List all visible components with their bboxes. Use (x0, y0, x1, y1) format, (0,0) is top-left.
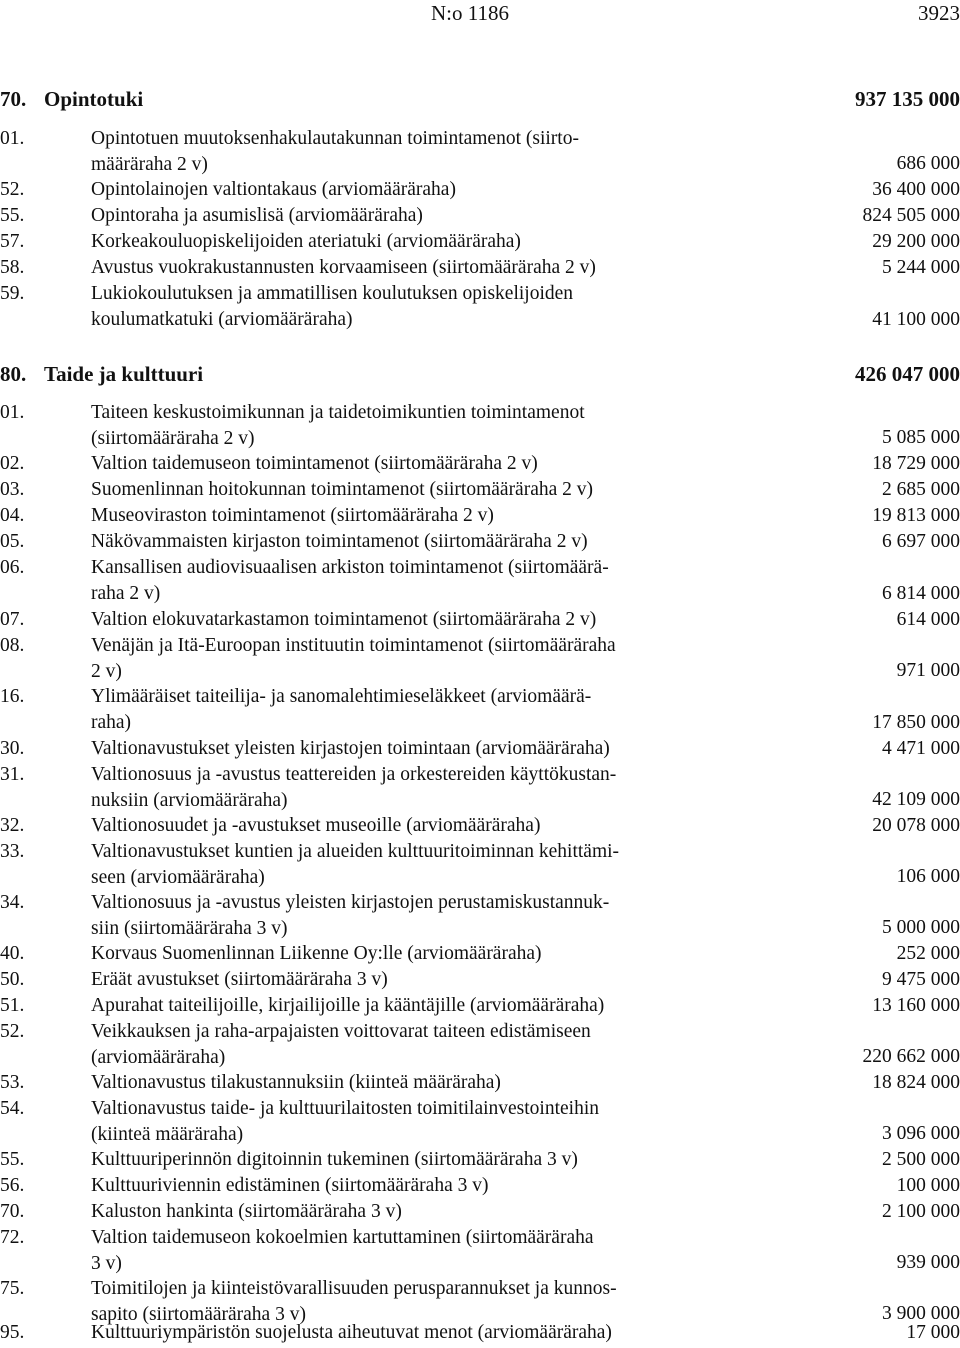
budget-item (0, 529, 960, 555)
item-description (91, 281, 771, 332)
page-number: 3923 (918, 1, 960, 25)
item-line: Valtion taidemuseon kokoelmien kartuttaminen (siirtomääräraha (91, 1227, 594, 1248)
item-amount: 686 000 (896, 153, 960, 175)
item-description (91, 1019, 771, 1070)
item-description (91, 736, 771, 762)
item-amount: 614 000 (896, 609, 960, 631)
item-amount: 17 000 (906, 1322, 960, 1344)
item-amount: 9 475 000 (882, 969, 960, 991)
item-number: 58. (0, 257, 25, 278)
item-description (91, 400, 771, 451)
item-number: 52. (0, 1021, 25, 1042)
budget-item (0, 281, 960, 333)
item-description (91, 993, 771, 1019)
budget-item (0, 941, 960, 967)
item-amount: 41 100 000 (872, 309, 960, 331)
item-number: 52. (0, 179, 25, 200)
item-line: 3 v) (91, 1252, 122, 1274)
section-amount: 937 135 000 (855, 87, 960, 111)
item-line: Valtionavustukset kuntien ja alueiden kulttuuritoiminnan kehittämi- (91, 841, 620, 862)
item-line: Kulttuuriympäristön suojelusta aiheutuvat menot (arviomääräraha) (91, 1322, 612, 1343)
item-line: Näkövammaisten kirjaston toimintamenot (siirtomääräraha 2 v) (91, 531, 588, 552)
section-amount: 426 047 000 (855, 362, 960, 386)
budget-item (0, 813, 960, 839)
item-number: 04. (0, 505, 25, 526)
budget-item (0, 255, 960, 281)
item-line: Opintoraha ja asumislisä (arviomääräraha) (91, 205, 423, 226)
item-description (91, 684, 771, 735)
item-amount: 36 400 000 (872, 179, 960, 201)
item-amount: 4 471 000 (882, 738, 960, 760)
item-description (91, 255, 771, 281)
item-number: 31. (0, 764, 25, 785)
item-description (91, 1096, 771, 1147)
document-number: N:o 1186 (431, 1, 509, 25)
item-description (91, 1225, 771, 1276)
item-line: Lukiokoulutuksen ja ammatillisen koulutuksen opiskelijoiden (91, 283, 574, 304)
item-line: Avustus vuokrakustannusten korvaamiseen (siirtomääräraha 2 v) (91, 257, 596, 278)
item-number: 55. (0, 205, 25, 226)
item-line: Venäjän ja Itä-Euroopan instituutin toimintamenot (siirtomääräraha (91, 635, 616, 656)
item-number: 03. (0, 479, 25, 500)
item-line: määräraha 2 v) (91, 153, 208, 175)
budget-item (0, 1147, 960, 1173)
budget-item (0, 1225, 960, 1276)
item-line: raha) (91, 711, 132, 733)
item-description (91, 1173, 771, 1199)
item-description (91, 126, 771, 177)
item-amount: 939 000 (896, 1252, 960, 1274)
item-line: seen (arviomääräraha) (91, 866, 265, 888)
item-line: Opintolainojen valtiontakaus (arviomääräraha) (91, 179, 456, 200)
item-line: Apurahat taiteilijoille, kirjailijoille ja kääntäjille (arviomääräraha) (91, 995, 605, 1016)
budget-item (0, 451, 960, 477)
item-number: 75. (0, 1278, 25, 1299)
item-line: Valtion elokuvatarkastamon toimintamenot (siirtomääräraha 2 v) (91, 609, 597, 630)
item-line: Kulttuuriviennin edistäminen (siirtomääräraha 3 v) (91, 1175, 489, 1196)
item-number: 51. (0, 995, 25, 1016)
budget-item (0, 177, 960, 203)
item-number: 02. (0, 453, 25, 474)
budget-item (0, 477, 960, 503)
item-line: Korkeakouluopiskelijoiden ateriatuki (arviomääräraha) (91, 231, 521, 252)
item-amount: 20 078 000 (872, 815, 960, 837)
budget-item (0, 1199, 960, 1225)
item-number: 16. (0, 686, 25, 707)
budget-item (0, 400, 960, 451)
section-number: 80. (0, 362, 27, 386)
item-amount: 100 000 (896, 1175, 960, 1197)
item-line: Valtionavustus taide- ja kulttuurilaitosten toimitilainvestointeihin (91, 1098, 600, 1119)
budget-item (0, 229, 960, 255)
item-description (91, 477, 771, 503)
item-line: Valtionosuus ja -avustus teattereiden ja orkestereiden käyttökustan- (91, 764, 617, 785)
item-line: Ylimääräiset taiteilija- ja sanomalehtimieseläkkeet (arviomäärä- (91, 686, 592, 707)
item-line: koulumatkatuki (arviomääräraha) (91, 308, 353, 330)
item-line: Suomenlinnan hoitokunnan toimintamenot (siirtomääräraha 2 v) (91, 479, 594, 500)
item-description (91, 890, 771, 941)
item-amount: 6 697 000 (882, 531, 960, 553)
budget-item (0, 736, 960, 762)
item-amount: 2 100 000 (882, 1201, 960, 1223)
item-amount: 42 109 000 (872, 789, 960, 811)
budget-item (0, 607, 960, 633)
item-line: Valtion taidemuseon toimintamenot (siirtomääräraha 2 v) (91, 453, 538, 474)
budget-item (0, 890, 960, 941)
page-header (0, 0, 960, 26)
item-amount: 5 085 000 (882, 427, 960, 449)
item-amount: 3 096 000 (882, 1123, 960, 1145)
item-amount: 2 500 000 (882, 1149, 960, 1171)
item-line: Kaluston hankinta (siirtomääräraha 3 v) (91, 1201, 402, 1222)
item-number: 34. (0, 892, 25, 913)
section-heading (0, 361, 960, 387)
budget-item (0, 993, 960, 1019)
item-line: Valtionosuus ja -avustus yleisten kirjastojen perustamiskustannuk- (91, 892, 610, 913)
item-line: (siirtomääräraha 2 v) (91, 427, 255, 449)
item-line: Valtionavustukset yleisten kirjastojen toimintaan (arviomääräraha) (91, 738, 610, 759)
item-number: 70. (0, 1201, 25, 1222)
item-line: Valtionavustus tilakustannuksiin (kiinteä määräraha) (91, 1072, 501, 1093)
item-description (91, 633, 771, 684)
item-number: 30. (0, 738, 25, 759)
item-line: Museoviraston toimintamenot (siirtomääräraha 2 v) (91, 505, 494, 526)
item-description (91, 1147, 771, 1173)
item-number: 56. (0, 1175, 25, 1196)
item-line: nuksiin (arviomääräraha) (91, 789, 288, 811)
section-number: 70. (0, 87, 27, 111)
item-amount: 5 244 000 (882, 257, 960, 279)
item-line: Korvaus Suomenlinnan Liikenne Oy:lle (arviomääräraha) (91, 943, 542, 964)
item-description (91, 503, 771, 529)
item-amount: 220 662 000 (862, 1046, 960, 1068)
section-heading (0, 86, 960, 112)
budget-item (0, 1320, 960, 1346)
item-description (91, 762, 771, 813)
item-line: Kansallisen audiovisuaalisen arkiston toimintamenot (siirtomäärä- (91, 557, 609, 578)
item-number: 01. (0, 128, 25, 149)
item-number: 55. (0, 1149, 25, 1170)
budget-item (0, 1070, 960, 1096)
item-description (91, 203, 771, 229)
item-line: Taiteen keskustoimikunnan ja taidetoimikuntien toimintamenot (91, 402, 585, 423)
item-amount: 971 000 (896, 660, 960, 682)
item-amount: 3 900 000 (882, 1303, 960, 1325)
item-description (91, 1070, 771, 1096)
item-description (91, 1199, 771, 1225)
item-line: Opintotuen muutoksenhakulautakunnan toimintamenot (siirto- (91, 128, 579, 149)
item-number: 05. (0, 531, 25, 552)
item-number: 53. (0, 1072, 25, 1093)
item-amount: 6 814 000 (882, 583, 960, 605)
budget-item (0, 203, 960, 229)
item-line: raha 2 v) (91, 582, 161, 604)
item-line: 2 v) (91, 660, 122, 682)
item-description (91, 967, 771, 993)
item-line: (arviomääräraha) (91, 1046, 226, 1068)
item-number: 50. (0, 969, 25, 990)
item-amount: 106 000 (896, 866, 960, 888)
budget-item (0, 633, 960, 684)
item-line: Toimitilojen ja kiinteistövarallisuuden perusparannukset ja kunnos- (91, 1278, 617, 1299)
budget-item (0, 839, 960, 890)
item-number: 07. (0, 609, 25, 630)
item-description (91, 229, 771, 255)
item-number: 01. (0, 402, 25, 423)
item-line: Veikkauksen ja raha-arpajaisten voittovarat taiteen edistämiseen (91, 1021, 591, 1042)
item-number: 06. (0, 557, 25, 578)
item-number: 59. (0, 283, 25, 304)
item-line: Valtionosuudet ja -avustukset museoille (arviomääräraha) (91, 815, 541, 836)
item-line: siin (siirtomääräraha 3 v) (91, 917, 288, 939)
item-number: 08. (0, 635, 25, 656)
budget-item (0, 1019, 960, 1070)
item-amount: 17 850 000 (872, 712, 960, 734)
item-description (91, 607, 771, 633)
item-description (91, 529, 771, 555)
item-description (91, 555, 771, 606)
item-amount: 252 000 (896, 943, 960, 965)
item-amount: 18 729 000 (872, 453, 960, 475)
item-description (91, 941, 771, 967)
item-amount: 13 160 000 (872, 995, 960, 1017)
budget-item (0, 762, 960, 813)
budget-item (0, 555, 960, 607)
item-amount: 19 813 000 (872, 505, 960, 527)
item-number: 32. (0, 815, 25, 836)
item-number: 33. (0, 841, 25, 862)
item-amount: 18 824 000 (872, 1072, 960, 1094)
item-description (91, 839, 771, 890)
item-amount: 2 685 000 (882, 479, 960, 501)
item-number: 57. (0, 231, 25, 252)
item-number: 40. (0, 943, 25, 964)
budget-item (0, 126, 960, 177)
item-line: (kiinteä määräraha) (91, 1123, 244, 1145)
section-title: Opintotuki (44, 87, 144, 111)
budget-item (0, 967, 960, 993)
item-description (91, 177, 771, 203)
item-number: 72. (0, 1227, 25, 1248)
budget-item (0, 1173, 960, 1199)
item-line: Kulttuuriperinnön digitoinnin tukeminen (siirtomääräraha 3 v) (91, 1149, 578, 1170)
item-amount: 29 200 000 (872, 231, 960, 253)
budget-item (0, 684, 960, 736)
budget-item (0, 503, 960, 529)
item-line: Eräät avustukset (siirtomääräraha 3 v) (91, 969, 388, 990)
item-line: sapito (siirtomääräraha 3 v) (91, 1303, 306, 1325)
section-title: Taide ja kulttuuri (44, 362, 204, 386)
item-description (91, 813, 771, 839)
item-number: 54. (0, 1098, 25, 1119)
item-description (91, 451, 771, 477)
item-number: 95. (0, 1322, 25, 1343)
item-amount: 824 505 000 (862, 205, 960, 227)
item-amount: 5 000 000 (882, 917, 960, 939)
item-description (91, 1320, 771, 1346)
budget-item (0, 1096, 960, 1147)
